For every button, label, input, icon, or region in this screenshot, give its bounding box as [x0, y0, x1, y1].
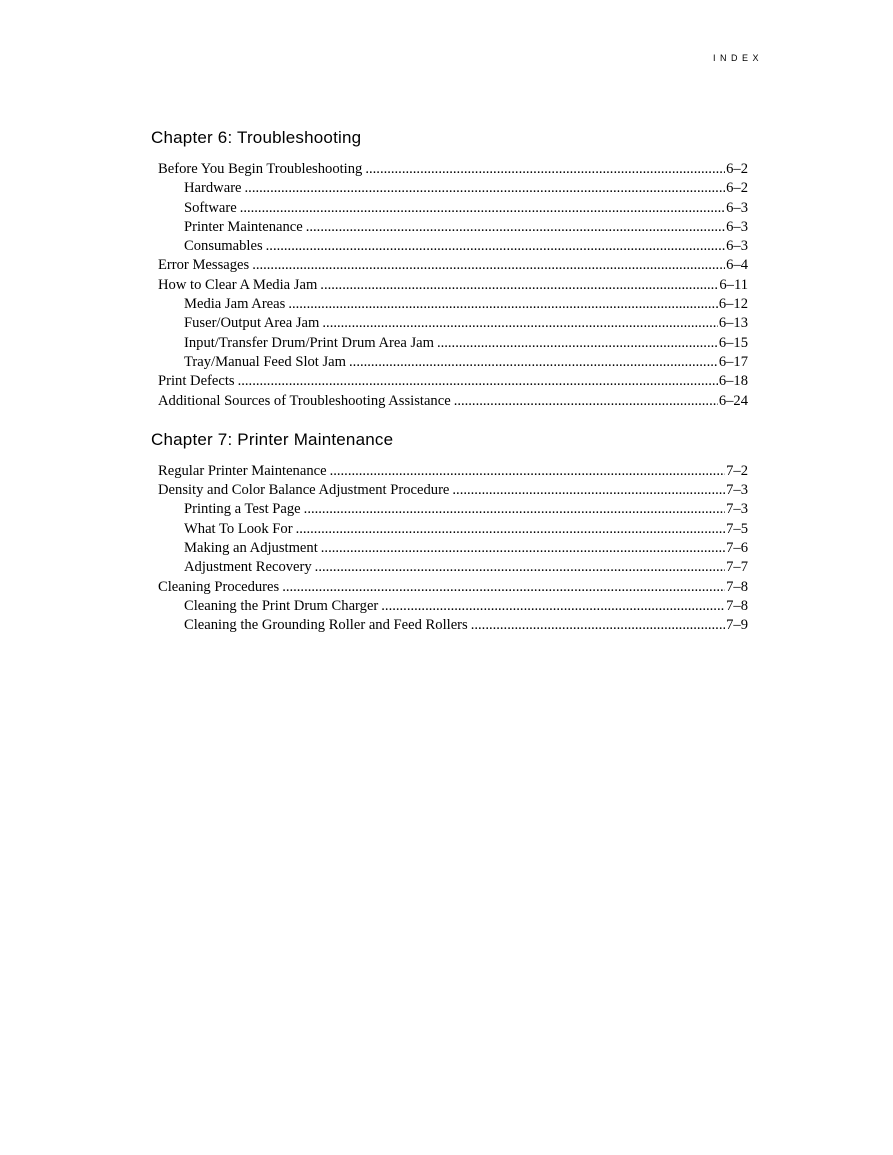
- chapter-section: [151, 127, 748, 411]
- toc-page-number: 6–3: [726, 199, 748, 216]
- dot-leader: [238, 372, 718, 391]
- toc-entry-label: Cleaning the Grounding Roller and Feed Rollers: [184, 617, 468, 634]
- toc-entry-label: Density and Color Balance Adjustment Procedure: [158, 482, 450, 499]
- toc-page-number: 6–4: [726, 257, 748, 274]
- dot-leader: [306, 218, 725, 237]
- dot-leader: [288, 295, 717, 314]
- toc-entry-label: How to Clear A Media Jam: [158, 276, 318, 293]
- dot-leader: [282, 578, 725, 597]
- chapter-title: Chapter 6: Troubleshooting: [151, 128, 362, 147]
- toc-page-number: 7–8: [726, 578, 748, 595]
- toc-page-number: 6–17: [718, 353, 748, 370]
- toc-entry[interactable]: [151, 295, 748, 314]
- toc-entry[interactable]: [151, 276, 748, 295]
- toc-entry[interactable]: [151, 314, 748, 333]
- toc-entry[interactable]: [151, 179, 748, 198]
- toc-entry-label: Making an Adjustment: [184, 540, 318, 557]
- dot-leader: [321, 539, 725, 558]
- chapter-section: [151, 429, 748, 636]
- dot-leader: [315, 558, 725, 577]
- toc-page-number: 7–7: [726, 559, 748, 576]
- toc-entry-label: Error Messages: [158, 257, 250, 274]
- toc-page-number: 6–11: [719, 276, 748, 293]
- toc-entry[interactable]: [151, 218, 748, 237]
- toc-entry[interactable]: [151, 334, 748, 353]
- dot-leader: [245, 179, 726, 198]
- toc-page-number: 6–18: [718, 373, 748, 390]
- toc-entry-label: Hardware: [184, 180, 242, 197]
- dot-leader: [365, 160, 725, 179]
- toc-entry[interactable]: [151, 160, 748, 179]
- dot-leader: [452, 481, 725, 500]
- dot-leader: [330, 462, 726, 481]
- toc-entry[interactable]: [151, 199, 748, 218]
- toc-entry-label: Cleaning the Print Drum Charger: [184, 597, 379, 614]
- dot-leader: [266, 237, 725, 256]
- toc-entry[interactable]: [151, 256, 748, 275]
- dot-leader: [296, 520, 726, 539]
- toc-entry[interactable]: [151, 539, 748, 558]
- toc-page-number: 6–15: [718, 334, 748, 351]
- toc-entry-label: Media Jam Areas: [184, 296, 286, 313]
- toc-entry-label: Before You Begin Troubleshooting: [158, 161, 363, 177]
- dot-leader: [471, 616, 725, 635]
- dot-leader: [320, 276, 718, 295]
- toc-page-number: 6–3: [726, 238, 748, 255]
- toc-entry[interactable]: [151, 481, 748, 500]
- toc-entry-label: Print Defects: [158, 373, 235, 390]
- toc-entry-label: Input/Transfer Drum/Print Drum Area Jam: [184, 334, 434, 351]
- toc-entry-label: Cleaning Procedures: [158, 578, 280, 595]
- toc-page-number: 6–24: [718, 392, 748, 409]
- toc-content: [151, 127, 748, 654]
- toc-page-number: 7–6: [726, 540, 748, 557]
- toc-entry[interactable]: [151, 462, 748, 481]
- toc-entry[interactable]: [151, 578, 748, 597]
- dot-leader: [381, 597, 725, 616]
- toc-page-number: 6–3: [726, 218, 748, 235]
- toc-entry[interactable]: [151, 597, 748, 616]
- toc-entry[interactable]: [151, 500, 748, 519]
- toc-entry-label: Printer Maintenance: [184, 218, 303, 235]
- toc-entry[interactable]: [151, 558, 748, 577]
- toc-page-number: 7–3: [726, 501, 748, 518]
- dot-leader: [454, 392, 718, 411]
- toc-entry[interactable]: [151, 237, 748, 256]
- toc-entry[interactable]: [151, 353, 748, 372]
- toc-list: [151, 160, 748, 411]
- toc-entry-label: Regular Printer Maintenance: [158, 462, 327, 479]
- toc-page-number: 7–8: [726, 597, 748, 614]
- dot-leader: [322, 314, 717, 333]
- toc-entry-label: Fuser/Output Area Jam: [184, 315, 320, 332]
- toc-entry[interactable]: [151, 520, 748, 539]
- toc-entry-label: Consumables: [184, 238, 263, 255]
- dot-leader: [252, 256, 725, 275]
- toc-page-number: 7–2: [726, 462, 748, 479]
- toc-entry-label: Adjustment Recovery: [184, 559, 312, 576]
- toc-page-number: 7–3: [726, 482, 748, 499]
- running-header: INDEX: [712, 53, 763, 63]
- dot-leader: [240, 199, 725, 218]
- toc-entry[interactable]: [151, 392, 748, 411]
- toc-page-number: 6–2: [726, 180, 748, 197]
- toc-list: [151, 462, 748, 636]
- toc-entry[interactable]: [151, 372, 748, 391]
- toc-page-number: 6–2: [726, 161, 748, 177]
- toc-page-number: 7–9: [726, 617, 748, 634]
- toc-page-number: 6–13: [718, 315, 748, 332]
- dot-leader: [437, 334, 718, 353]
- toc-entry-label: Additional Sources of Troubleshooting Assistance: [158, 392, 451, 409]
- dot-leader: [304, 500, 725, 519]
- toc-entry[interactable]: [151, 616, 748, 635]
- toc-entry-label: Software: [184, 199, 237, 216]
- chapter-title: Chapter 7: Printer Maintenance: [151, 429, 394, 449]
- toc-page-number: 7–5: [726, 520, 748, 537]
- toc-entry-label: Tray/Manual Feed Slot Jam: [184, 353, 347, 370]
- dot-leader: [349, 353, 718, 372]
- toc-entry-label: Printing a Test Page: [184, 501, 301, 518]
- toc-entry-label: What To Look For: [184, 520, 293, 537]
- toc-page-number: 6–12: [718, 296, 748, 313]
